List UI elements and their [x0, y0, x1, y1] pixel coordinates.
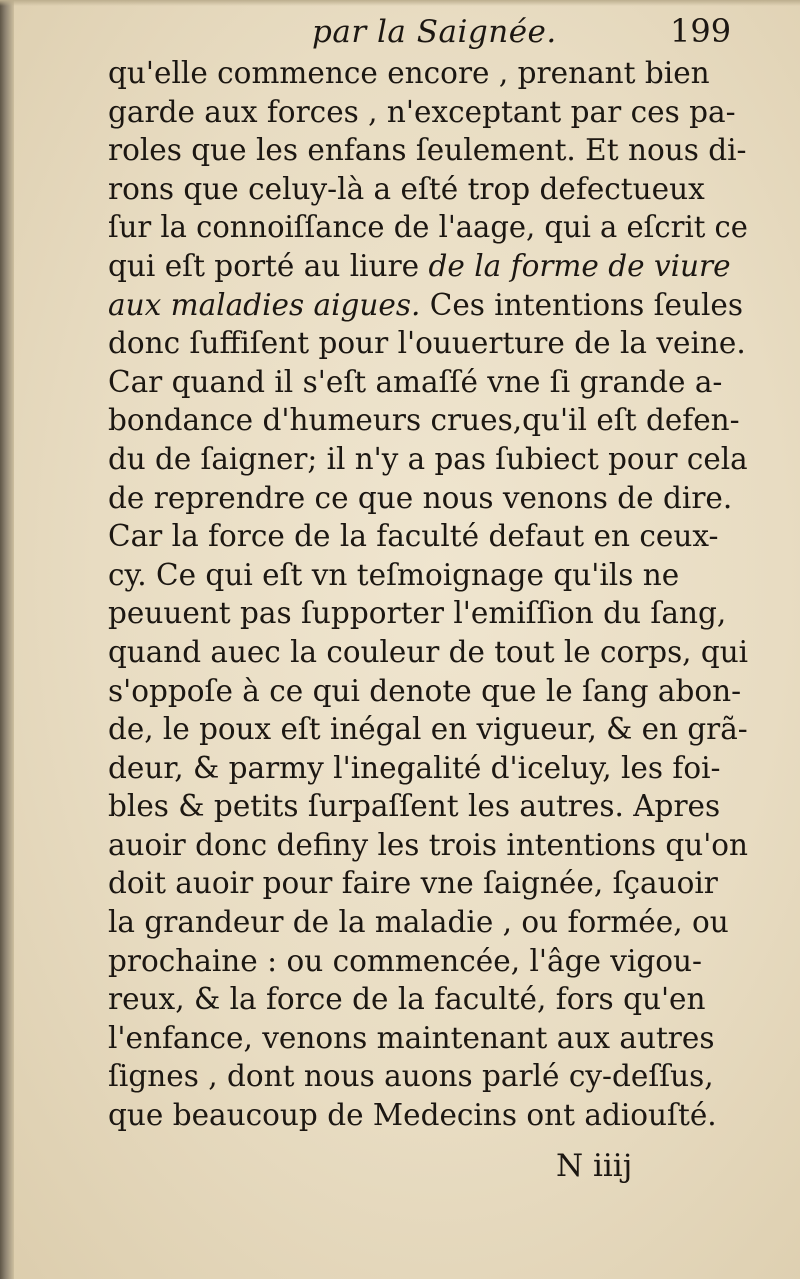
text-line: roles que les enfans ſeulement. Et nous di-	[108, 133, 747, 168]
text-line: de, le poux eſt inégal en vigueur, & en grã-	[108, 712, 748, 747]
text-line: doit auoir pour faire vne ſaignée, ſçauoir	[108, 866, 718, 901]
text-line: donc ſuffiſent pour l'ouuerture de la veine.	[108, 326, 746, 361]
text-line: Car quand il s'eſt amaſſé vne ſi grande a-	[108, 364, 723, 399]
page-top-edge	[0, 0, 800, 6]
text-line: qu'elle commence encore , prenant bien	[108, 56, 710, 90]
page-number: 199	[670, 12, 732, 50]
text-line: cy. Ce qui eſt vn teſmoignage qu'ils ne	[108, 557, 680, 592]
signature-mark: N iiij	[556, 1148, 633, 1184]
text-segment: Ces intentions ſeules	[429, 287, 744, 322]
text-line: que beaucoup de Medecins ont adiouſté.	[108, 1098, 717, 1133]
text-line: reux, & la force de la faculté, fors qu'en	[108, 982, 706, 1017]
text-line: ſur la connoiſſance de l'aage, qui a eſcrit ce	[108, 210, 748, 245]
text-line	[108, 247, 748, 286]
text-line: l'enfance, venons maintenant aux autres	[108, 1020, 715, 1055]
italic-book-title: de la forme de viure	[428, 248, 731, 283]
text-line: deur, & parmy l'inegalité d'iceluy, les foi-	[108, 750, 721, 785]
text-line: s'oppoſe à ce qui denote que le ſang abon-	[108, 673, 742, 708]
text-line: bles & petits ſurpaſſent les autres. Apres	[108, 789, 721, 824]
text-line: la grandeur de la maladie , ou formée, ou	[108, 905, 729, 940]
text-segment: qui eſt porté au liure	[108, 248, 420, 283]
italic-book-title: aux maladies aigues.	[108, 287, 421, 322]
text-line: Car la force de la faculté defaut en ceux-	[108, 519, 719, 554]
text-line	[108, 286, 748, 325]
text-line: du de ſaigner; il n'y a pas ſubiect pour cela	[108, 441, 748, 476]
text-line: peuuent pas ſupporter l'emiſſion du ſang,	[108, 596, 727, 631]
binding-edge	[0, 0, 14, 1279]
text-line: bondance d'humeurs crues,qu'il eſt defen-	[108, 403, 740, 438]
text-line: garde aux forces , n'exceptant par ces pa-	[108, 94, 736, 129]
text-line: de reprendre ce que nous venons de dire.	[108, 480, 733, 515]
text-line: quand auec la couleur de tout le corps, qui	[108, 634, 749, 669]
text-line: ſignes , dont nous auons parlé cy-deſſus,	[108, 1059, 714, 1094]
running-title: par la Saignée.	[312, 14, 557, 50]
body-text	[108, 54, 748, 1135]
text-line: prochaine : ou commencée, l'âge vigou-	[108, 943, 703, 978]
text-line: rons que celuy-là a eſté trop defectueux	[108, 171, 705, 206]
text-line: auoir donc definy les trois intentions qu'on	[108, 827, 749, 862]
